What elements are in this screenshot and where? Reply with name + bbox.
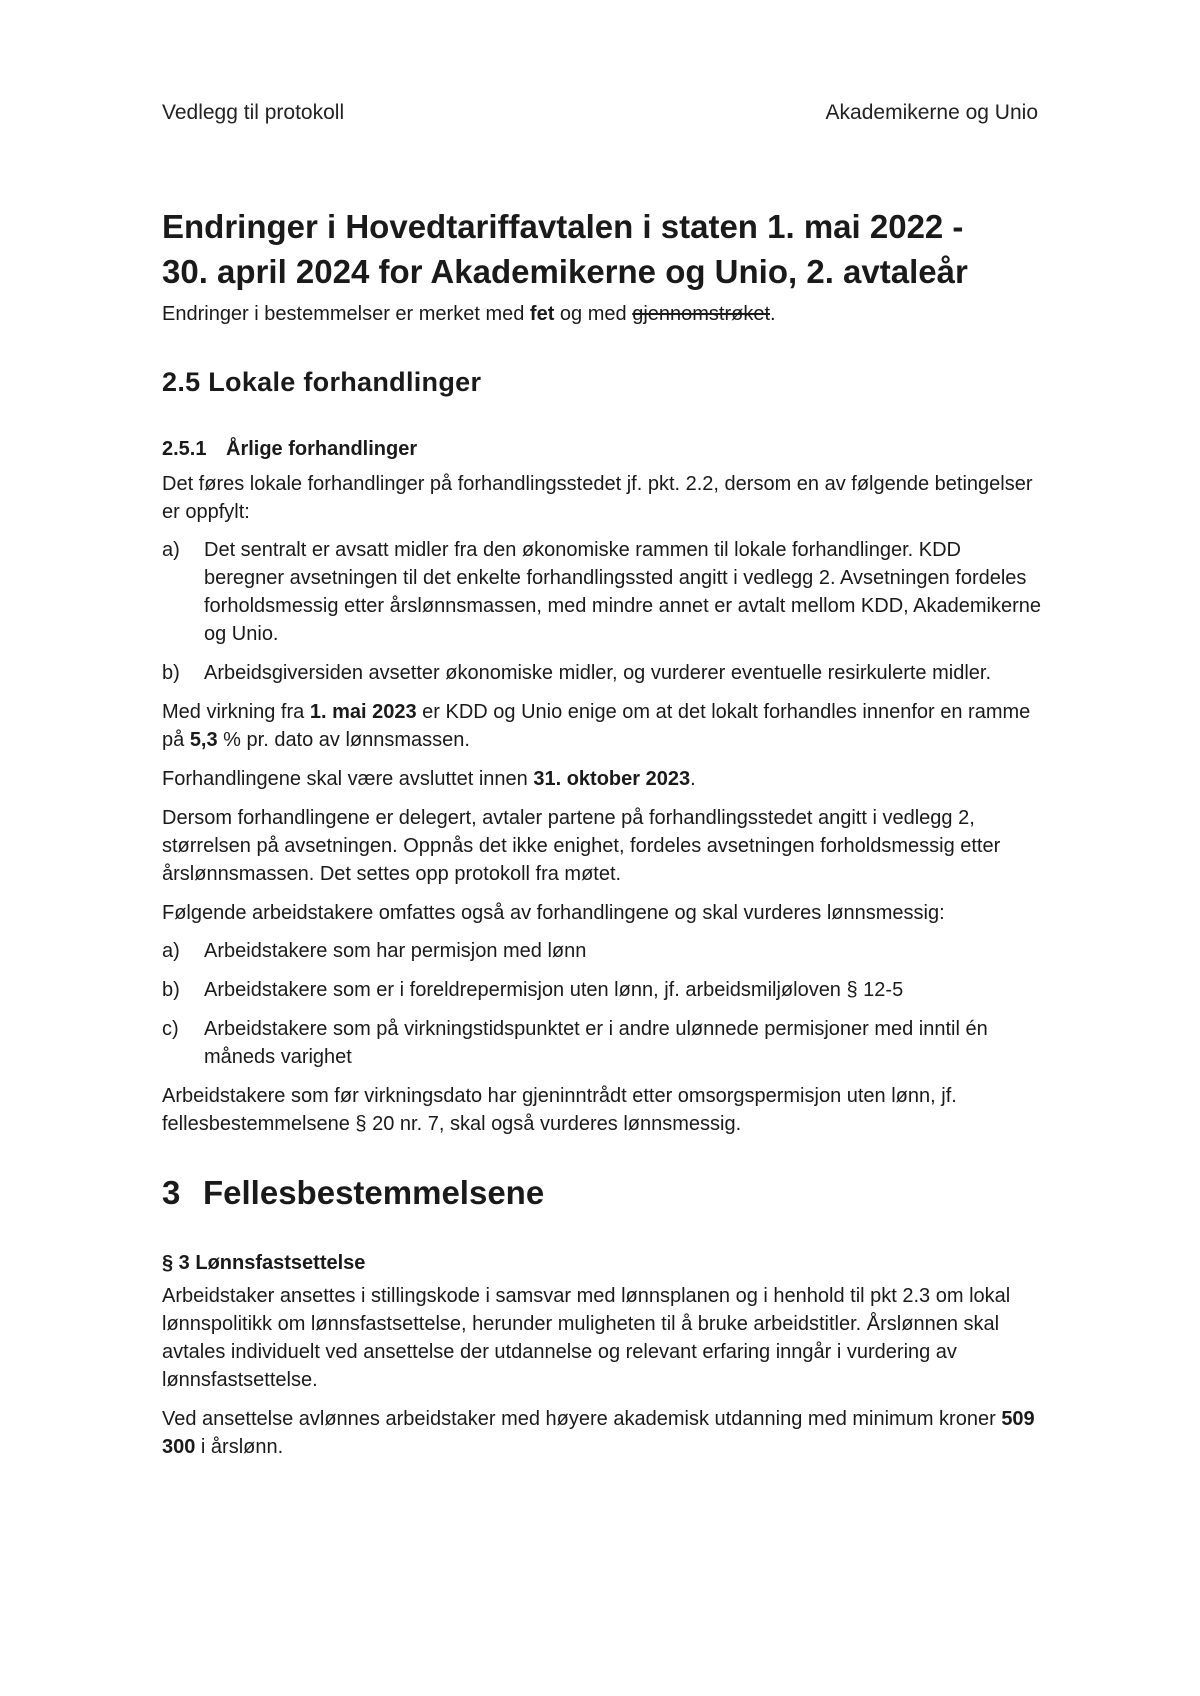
list-label: b) bbox=[162, 979, 180, 1001]
delegated-paragraph: Dersom forhandlingene er delegert, avtaler partene på forhandlingsstedet angitt i vedlegg 2, størrelsen på avsetningen. Oppnås det ikke enighet, fordeles avsetningen forholdsmessig etter årslønnsmassen. Det settes opp protokoll fra møtet. bbox=[162, 807, 1001, 885]
change-legend bbox=[162, 301, 1042, 328]
bold-run: 1. mai 2023 bbox=[309, 701, 417, 723]
header-left: Vedlegg til protokoll bbox=[162, 101, 345, 124]
document-title bbox=[162, 204, 1042, 294]
list-item bbox=[162, 1015, 1042, 1071]
section-number: 3 bbox=[162, 1174, 181, 1211]
section-heading-3 bbox=[162, 1174, 1042, 1212]
conditions-list bbox=[162, 536, 1042, 687]
list-item bbox=[162, 976, 1042, 1004]
legend-middle: og med bbox=[554, 303, 633, 325]
bold-run: 509 300 bbox=[162, 1408, 1035, 1458]
list-label: c) bbox=[162, 1018, 179, 1040]
text-run: er KDD og Unio enige om at det lokalt forhandles innenfor en ramme på bbox=[162, 701, 1031, 751]
subsection-title: Årlige forhandlinger bbox=[226, 438, 418, 460]
list-text: Arbeidstakere som er i foreldrepermisjon uten lønn, jf. arbeidsmiljøloven § 12-5 bbox=[204, 979, 904, 1001]
section-title: Fellesbestemmelsene bbox=[203, 1174, 545, 1211]
minimum-salary-paragraph bbox=[162, 1405, 1042, 1461]
list-label: b) bbox=[162, 662, 180, 684]
list-text: Arbeidstakere som på virkningstidspunktet er i andre ulønnede permisjoner med inntil én måneds varighet bbox=[204, 1018, 988, 1068]
list-label: a) bbox=[162, 539, 180, 561]
also-intro-paragraph: Følgende arbeidstakere omfattes også av forhandlingene og skal vurderes lønnsmessig: bbox=[162, 902, 945, 924]
legend-prefix: Endringer i bestemmelser er merket med bbox=[162, 303, 530, 325]
returned-paragraph: Arbeidstakere som før virkningsdato har gjeninntrådt etter omsorgspermisjon uten lønn, jf. fellesbestemmelsene § 20 nr. 7, skal også vurderes lønnsmessig. bbox=[162, 1085, 957, 1135]
list-item bbox=[162, 937, 1042, 965]
list-item bbox=[162, 536, 1042, 648]
text-run: i årslønn. bbox=[195, 1436, 284, 1458]
header-right: Akademikerne og Unio bbox=[825, 101, 1038, 124]
salary-paragraph: Arbeidstaker ansettes i stillingskode i samsvar med lønnsplanen og i henhold til pkt 2.3 om lokal lønnspolitikk om lønnsfastsettelse, herunder muligheten til å bruke arbeidstitler. Årslønnen skal avtales individuelt ved ansettelse der utdannelse og relevant erfaring inngår i vurdering av lønnsfastsettelse. bbox=[162, 1285, 1011, 1391]
employees-list bbox=[162, 937, 1042, 1071]
intro-paragraph: Det føres lokale forhandlinger på forhandlingsstedet jf. pkt. 2.2, dersom en av følgende betingelser er oppfylt: bbox=[162, 473, 1033, 523]
title-line-2: 30. april 2024 for Akademikerne og Unio, 2. avtaleår bbox=[162, 253, 968, 290]
subsection-heading-2-5-1 bbox=[162, 438, 1042, 461]
list-label: a) bbox=[162, 940, 180, 962]
list-text: Det sentralt er avsatt midler fra den økonomiske rammen til lokale forhandlinger. KDD beregner avsetningen til det enkelte forhandlingssted angitt i vedlegg 2. Avsetningen fordeles forholdsmessig etter årslønnsmassen, med mindre annet er avtalt mellom KDD, Akademikerne og Unio. bbox=[204, 539, 1042, 645]
bold-run: 31. oktober 2023 bbox=[533, 768, 691, 790]
text-run: % pr. dato av lønnsmassen. bbox=[217, 729, 470, 751]
text-run: . bbox=[690, 768, 696, 790]
legend-strike: gjennomstrøket bbox=[632, 303, 771, 325]
document-body bbox=[162, 204, 1042, 1461]
text-run: Med virkning fra bbox=[162, 701, 310, 723]
text-run: Forhandlingene skal være avsluttet innen bbox=[162, 768, 534, 790]
section-heading-2-5: 2.5 Lokale forhandlinger bbox=[162, 367, 482, 397]
list-text: Arbeidstakere som har permisjon med lønn bbox=[204, 940, 587, 962]
list-item bbox=[162, 659, 1042, 687]
title-line-1: Endringer i Hovedtariffavtalen i staten 1. mai 2022 - bbox=[162, 208, 964, 245]
text-run: Ved ansettelse avlønnes arbeidstaker med høyere akademisk utdanning med minimum kroner bbox=[162, 1408, 1002, 1430]
legend-bold: fet bbox=[529, 303, 555, 325]
deadline-paragraph bbox=[162, 765, 1042, 793]
legend-suffix: . bbox=[770, 303, 776, 325]
effect-paragraph bbox=[162, 698, 1042, 754]
bold-run: 5,3 bbox=[189, 729, 218, 751]
subsection-number: 2.5.1 bbox=[162, 438, 207, 460]
paragraph-heading-3: § 3 Lønnsfastsettelse bbox=[162, 1252, 366, 1274]
list-text: Arbeidsgiversiden avsetter økonomiske midler, og vurderer eventuelle resirkulerte midler. bbox=[204, 662, 992, 684]
